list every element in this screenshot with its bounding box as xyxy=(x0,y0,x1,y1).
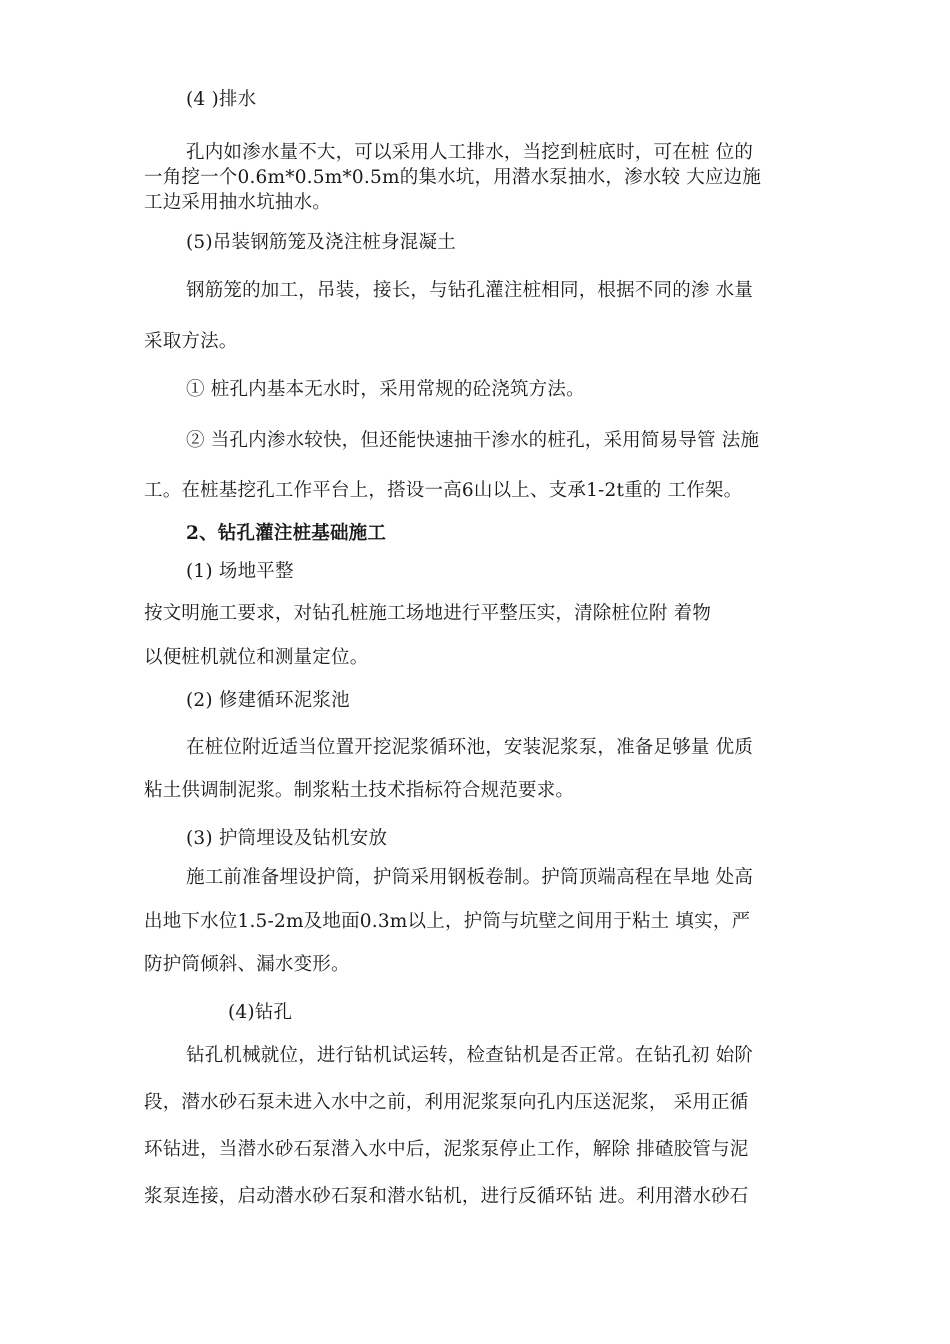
section-heading: 2、钻孔灌注桩基础施工 xyxy=(186,523,387,544)
paragraph-line: 段，潜水砂石泵未进入水中之前，利用泥浆泵向孔内压送泥浆， 采用正循 xyxy=(144,1092,749,1113)
heading-rebar-cage: (5)吊装钢筋笼及浇注桩身混凝土 xyxy=(186,232,456,253)
paragraph-line: 一角挖一个0.6m*0.5m*0.5m的集水坑，用潜水泵抽水，渗水较 大应边施 xyxy=(144,167,762,188)
subheading-site-leveling: (1) 场地平整 xyxy=(186,561,294,582)
paragraph-line: 钻孔机械就位，进行钻机试运转，检查钻机是否正常。在钻孔初 始阶 xyxy=(186,1045,754,1066)
paragraph-line: 工。在桩基挖孔工作平台上，搭设一高6山以上、支承1-2t重的 工作架。 xyxy=(144,480,743,501)
subheading-casing: (3) 护筒埋设及钻机安放 xyxy=(186,828,388,849)
paragraph-line: 浆泵连接，启动潜水砂石泵和潜水钻机，进行反循环钻 进。利用潜水砂石 xyxy=(144,1186,749,1207)
paragraph-line: 采取方法。 xyxy=(144,331,238,352)
paragraph-line: 钢筋笼的加工，吊装，接长，与钻孔灌注桩相同，根据不同的渗 水量 xyxy=(186,280,754,301)
paragraph-line: 按文明施工要求，对钻孔桩施工场地进行平整压实，清除桩位附 着物 xyxy=(144,603,712,624)
paragraph-line: 环钻进，当潜水砂石泵潜入水中后，泥浆泵停止工作，解除 排碴胶管与泥 xyxy=(144,1139,749,1160)
list-item: ② 当孔内渗水较快，但还能快速抽干渗水的桩孔，采用简易导管 法施 xyxy=(186,430,760,451)
paragraph-line: 施工前准备埋设护筒，护筒采用钢板卷制。护筒顶端高程在旱地 处高 xyxy=(186,867,754,888)
list-item: ① 桩孔内基本无水时，采用常规的砼浇筑方法。 xyxy=(186,379,585,400)
paragraph-line: 在桩位附近适当位置开挖泥浆循环池，安装泥浆泵，准备足够量 优质 xyxy=(186,737,754,758)
paragraph-line: 粘土供调制泥浆。制浆粘土技术指标符合规范要求。 xyxy=(144,780,575,801)
paragraph-line: 出地下水位1.5-2m及地面0.3m以上，护筒与坑壁之间用于粘土 填实，严 xyxy=(144,911,751,932)
subheading-mud-pool: (2) 修建循环泥浆池 xyxy=(186,690,350,711)
subheading-drilling: (4)钻孔 xyxy=(228,1002,293,1023)
paragraph-line: 孔内如渗水量不大，可以采用人工排水，当挖到桩底时，可在桩 位的 xyxy=(186,142,754,163)
paragraph-line: 以便桩机就位和测量定位。 xyxy=(144,647,369,668)
heading-drainage: (4 )排水 xyxy=(186,89,257,110)
paragraph-line: 防护筒倾斜、漏水变形。 xyxy=(144,954,350,975)
paragraph-line: 工边采用抽水坑抽水。 xyxy=(144,192,332,213)
